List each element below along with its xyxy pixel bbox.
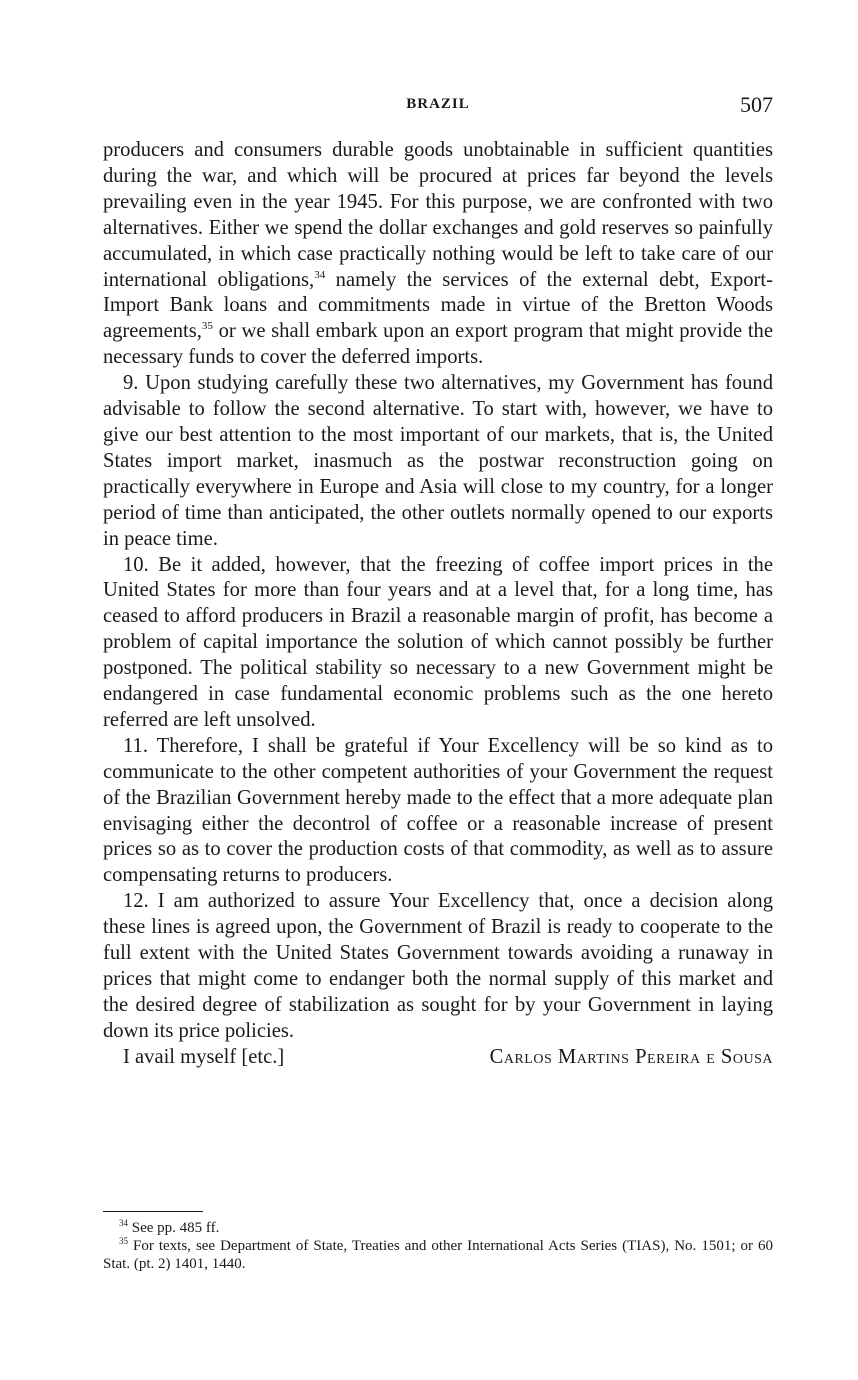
footnote-35 (103, 1237, 773, 1273)
footnote-mark: 34 (119, 1218, 128, 1228)
footnote-34 (103, 1219, 773, 1237)
page-number: 507 (740, 92, 773, 117)
running-title: BRAZIL (406, 96, 470, 112)
complimentary-close: I avail myself [etc.] (123, 1045, 285, 1068)
paragraph-11: 11. Therefore, I shall be grateful if Your Excellency will be so kind as to communicate to the other competent authorities of your Government the request of the Brazilian Government hereby made to the effect that a more adequate plan envisaging either the decontrol of coffee or a reasonable increase of present prices so as to cover the production costs of that commodity, as well as to assure compensating returns to producers. (103, 734, 773, 887)
paragraph-9: 9. Upon studying carefully these two alternatives, my Government has found advisable to follow the second alternative. To start with, however, we have to give our best attention to the most important of our markets, that is, the United States import market, inasmuch as the postwar reconstruction going on practically everywhere in Europe and Asia will close to my country, for a longer period of time than anticipated, the other outlets normally opened to our exports in peace time. (103, 372, 773, 550)
signature: Carlos Martins Pereira e Sousa (489, 1045, 773, 1068)
footnote-divider (103, 1211, 203, 1212)
paragraph-text: namely the services of the external debt, Export-Import Bank loans and commitments made in virtue of the Bretton Woods agreements, (103, 268, 773, 343)
footnote-reference-35: 35 (201, 320, 213, 333)
paragraph-continued (103, 138, 773, 371)
paragraph-text: producers and consumers durable goods unobtainable in sufficient quantities during the war, and which will be procured at prices far beyond the levels prevailing even in the year 1945. For this purpose, we are confronted with two alternatives. Either we spend the dollar exchanges and gold reserves so painfully accumulated, in which case practically nothing would be left to take care of our international obligations, (103, 139, 773, 291)
paragraph-text: or we shall embark upon an export program that might provide the necessary funds to cover the deferred imports. (103, 320, 773, 369)
footnote-text: See pp. 485 ff. (128, 1220, 220, 1236)
paragraph-10: 10. Be it added, however, that the freezing of coffee import prices in the United States for more than four years and at a level that, for a long time, has ceased to afford producers in Brazil a reasonable margin of profit, has become a problem of capital importance the solution of which cannot possibly be further postponed. The political stability so necessary to a new Government might be endangered in case fundamental economic problems such as the one hereto referred are left unsolved. (103, 553, 773, 731)
paragraph-12: 12. I am authorized to assure Your Excellency that, once a decision along these lines is agreed upon, the Government of Brazil is ready to cooperate to the full extent with the United States Government towards avoiding a runaway in prices that might come to endanger both the normal supply of this market and the desired degree of stabilization as sought for by your Government in laying down its price policies. (103, 890, 773, 1042)
footnote-reference-34: 34 (314, 268, 326, 281)
footnote-mark: 35 (119, 1236, 128, 1246)
body-text (103, 138, 773, 1071)
footnote-text: For texts, see Department of State, Treaties and other International Acts Series (TIAS), No. 1501; or 60 Stat. (pt. 2) 1401, 1440. (103, 1238, 773, 1272)
footnotes (103, 1219, 773, 1273)
running-head (103, 92, 773, 122)
closing-line (103, 1045, 773, 1071)
